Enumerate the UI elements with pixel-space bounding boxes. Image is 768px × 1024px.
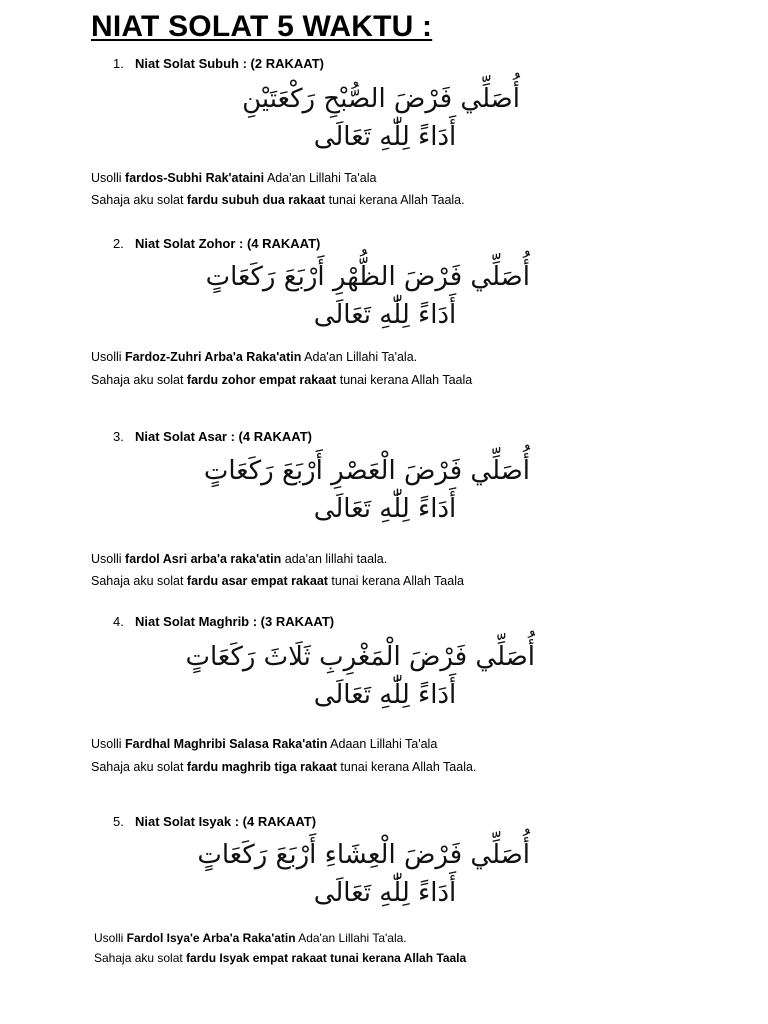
section-number: 2. [113,236,124,251]
text-bold: Fardol Isya'e Arba'a Raka'atin [126,931,296,945]
transliteration [91,170,376,186]
text: tunai kerana Allah Taala. [336,760,477,774]
transliteration [94,930,407,946]
transliteration [91,551,387,567]
text: tunai kerana Allah Taala [336,373,473,387]
arabic-niat-subuh [242,80,520,156]
arabic-line-1: أُصَلِّي فَرْضَ الظُّهْرِ أَرْبَعَ رَكَعَاتٍ [205,262,530,292]
section-title: Niat Solat Asar : (4 RAKAAT) [135,429,312,444]
text: Usolli [91,552,126,566]
text: Sahaja aku solat [94,951,187,965]
section-heading [113,429,312,444]
text: Adaan Lillahi Ta'ala [327,737,438,751]
section-heading [113,236,320,251]
section-title: Niat Solat Zohor : (4 RAKAAT) [135,236,321,251]
meaning [94,950,466,966]
section-title: Niat Solat Subuh : (2 RAKAAT) [135,56,324,71]
arabic-niat-asar [203,452,530,528]
text-bold: Fardhal Maghribi Salasa Raka'atin [125,737,328,751]
arabic-line-2: أَدَاءً لِلّٰهِ تَعَالَى [313,680,457,710]
arabic-line-1: أُصَلِّي فَرْضَ الْعِشَاءِ أَرْبَعَ رَكَعَاتٍ [197,840,530,870]
arabic-line-1: أُصَلِّي فَرْضَ الْعَصْرِ أَرْبَعَ رَكَعَاتٍ [203,456,530,486]
arabic-line-2: أَدَاءً لِلّٰهِ تَعَالَى [313,300,457,330]
meaning [91,759,476,775]
arabic-line-2: أَدَاءً لِلّٰهِ تَعَالَى [313,494,457,524]
section-number: 4. [113,614,124,629]
section-heading [113,814,316,829]
arabic-niat-zohor [205,258,530,334]
text: Usolli [91,737,126,751]
section-title: Niat Solat Maghrib : (3 RAKAAT) [135,614,335,629]
text-bold: fardol Asri arba'a raka'atin [125,552,282,566]
arabic-line-2: أَدَاءً لِلّٰهِ تَعَالَى [313,878,457,908]
text: tunai kerana Allah Taala. [325,193,465,207]
section-title: Niat Solat Isyak : (4 RAKAAT) [135,814,317,829]
section-number: 1. [113,56,124,71]
meaning [91,372,472,388]
arabic-line-1: أُصَلِّي فَرْضَ الْمَغْرِبِ ثَلَاثَ رَكَعَاتٍ [185,642,535,672]
text: Ada'an Lillahi Ta'ala. [301,350,418,364]
text: tunai kerana Allah Taala [327,574,464,588]
text: Sahaja aku solat [91,193,187,207]
text: Sahaja aku solat [91,574,187,588]
text-bold: fardos-Subhi Rak'ataini [125,171,265,185]
transliteration [91,349,417,365]
text: ada'an lillahi taala. [281,552,388,566]
section-number: 5. [113,814,124,829]
text: Ada'an Lillahi Ta'ala [264,171,377,185]
meaning [91,192,465,208]
text: Ada'an Lillahi Ta'ala. [295,931,407,945]
section-number: 3. [113,429,124,444]
text-bold: fardu maghrib tiga rakaat [186,760,337,774]
arabic-niat-isyak [197,836,530,912]
text: Usolli [91,171,126,185]
text: Usolli [91,350,126,364]
text-bold: fardu asar empat rakaat [186,574,328,588]
arabic-line-2: أَدَاءً لِلّٰهِ تَعَالَى [313,122,457,152]
transliteration [91,736,437,752]
arabic-line-1: أُصَلِّي فَرْضَ الصُّبْحِ رَكْعَتَيْنِ [242,84,520,114]
section-heading [113,614,334,629]
text-bold: Fardoz-Zuhri Arba'a Raka'atin [125,350,302,364]
text-bold: fardu Isyak empat rakaat tunai kerana Allah Taala [186,951,467,965]
arabic-niat-maghrib [185,638,535,714]
section-heading [113,56,324,71]
meaning [91,573,464,589]
text: Usolli [94,931,127,945]
text: Sahaja aku solat [91,760,187,774]
text-bold: fardu subuh dua rakaat [186,193,326,207]
text-bold: fardu zohor empat rakaat [186,373,337,387]
text: Sahaja aku solat [91,373,187,387]
page-title: NIAT SOLAT 5 WAKTU : [91,10,433,43]
